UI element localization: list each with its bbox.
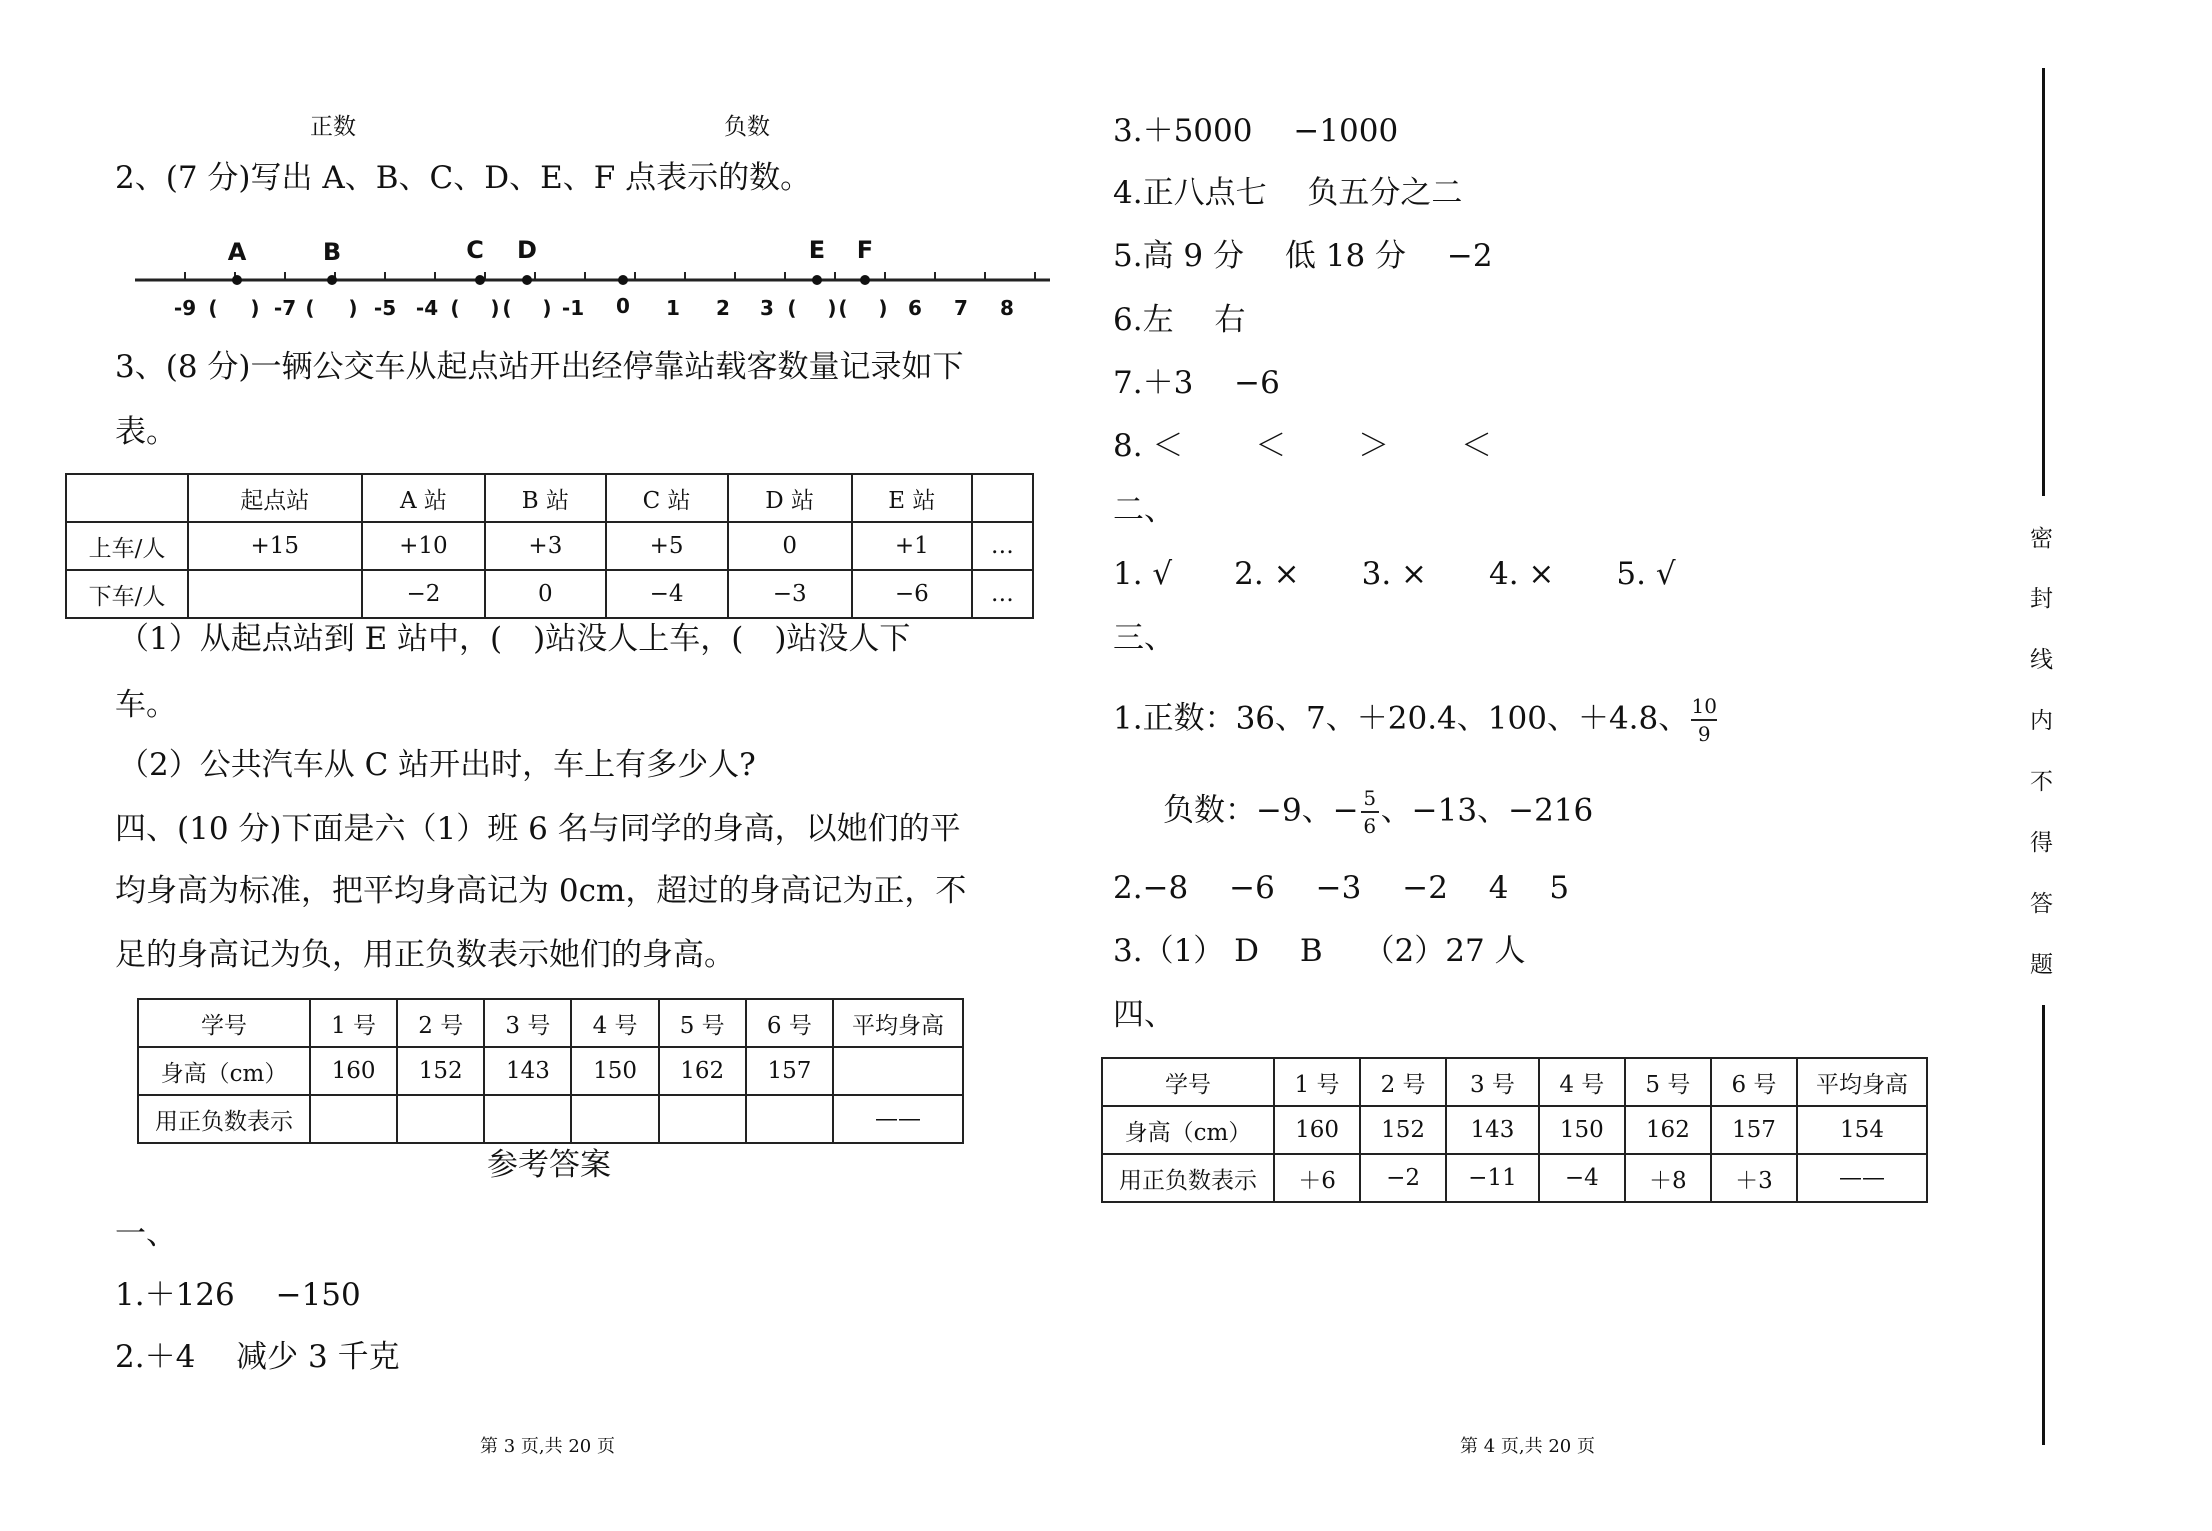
seal-char: 内 <box>2030 708 2053 734</box>
question-3-line1: 3、(8 分)一辆公交车从起点站开出经停靠站载客数量记录如下 <box>115 349 964 385</box>
question-2: 2、(7 分)写出 A、B、C、D、E、F 点表示的数。 <box>115 160 812 196</box>
bus-header-cell <box>972 474 1033 522</box>
height-cell: 150 <box>571 1047 658 1095</box>
question-3-sub1-line1: （1）从起点站到 E 站中，( )站没人上车，( )站没人下 <box>118 621 911 657</box>
height-header-cell: 5 号 <box>659 999 746 1047</box>
section-4-heading: 四、 <box>1113 997 1175 1033</box>
answer-5: 5.高 9 分 低 18 分 −2 <box>1113 238 1493 274</box>
tick-2: 2 <box>716 296 730 320</box>
height-table-left <box>137 998 964 1144</box>
answer-1: 1.＋126 −150 <box>115 1277 361 1313</box>
bus-cell: 0 <box>485 570 605 618</box>
bus-cell <box>188 570 362 618</box>
seal-char: 封 <box>2030 586 2053 612</box>
height-cell: −11 <box>1446 1154 1539 1202</box>
point-e-label: E <box>808 236 826 264</box>
seal-line-top <box>2042 68 2045 496</box>
height-cell <box>746 1095 833 1143</box>
bus-cell: +1 <box>852 522 972 570</box>
point-a-label: A <box>227 238 247 266</box>
fraction-5-6 <box>1361 788 1379 836</box>
height-header-cell: 1 号 <box>1274 1058 1360 1106</box>
section-2-heading: 二、 <box>1113 492 1175 528</box>
height-cell: 160 <box>310 1047 397 1095</box>
judge-answers: 1. √ 2. × 3. × 4. × 5. √ <box>1113 556 1676 592</box>
tick-1: 1 <box>666 296 680 320</box>
table-row <box>1102 1154 1927 1202</box>
point-zero-marker <box>618 275 628 285</box>
height-header-cell: 3 号 <box>484 999 571 1047</box>
answer-4: 4.正八点七 负五分之二 <box>1113 175 1463 211</box>
height-cell: 身高（cm） <box>138 1047 310 1095</box>
height-cell: 143 <box>1446 1106 1539 1154</box>
height-cell: 用正负数表示 <box>1102 1154 1274 1202</box>
answer-2: 2.＋4 减少 3 千克 <box>115 1339 400 1375</box>
height-cell: ＋8 <box>1625 1154 1711 1202</box>
bus-cell: −6 <box>852 570 972 618</box>
height-header-cell: 3 号 <box>1446 1058 1539 1106</box>
bus-header-cell: A 站 <box>362 474 486 522</box>
height-cell: 143 <box>484 1047 571 1095</box>
height-header-cell: 平均身高 <box>833 999 963 1047</box>
tick-paren: ( <box>305 296 315 320</box>
tick-paren: ) <box>348 296 358 320</box>
tick-paren: ) <box>878 296 888 320</box>
seal-char: 题 <box>2030 952 2053 978</box>
height-header-row <box>138 999 963 1047</box>
bus-header-cell: B 站 <box>485 474 605 522</box>
height-header-cell: 6 号 <box>746 999 833 1047</box>
point-b-marker <box>327 275 337 285</box>
height-cell: −4 <box>1539 1154 1625 1202</box>
tick-paren: ( <box>208 296 218 320</box>
page-footer-4: 第 4 页,共 20 页 <box>1460 1436 1595 1457</box>
tick-paren: ) <box>827 296 837 320</box>
tick-paren: ) <box>490 296 500 320</box>
number-line <box>135 225 1055 325</box>
negative-numbers-text: 负数：−9、− <box>1163 792 1359 829</box>
table-row <box>66 522 1033 570</box>
height-header-cell: 4 号 <box>1539 1058 1625 1106</box>
fraction-denominator: 6 <box>1363 814 1377 838</box>
height-cell: 162 <box>1625 1106 1711 1154</box>
height-header-cell: 5 号 <box>1625 1058 1711 1106</box>
tick-paren: ( <box>502 296 512 320</box>
answer-section3-3: 3.（1） D B （2）27 人 <box>1113 933 1526 969</box>
bus-header-cell: D 站 <box>728 474 852 522</box>
height-header-cell: 2 号 <box>1360 1058 1446 1106</box>
point-d-marker <box>522 275 532 285</box>
point-f-marker <box>860 275 870 285</box>
fraction-denominator: 9 <box>1697 722 1711 746</box>
bus-cell: +10 <box>362 522 486 570</box>
fraction-10-9 <box>1691 696 1717 744</box>
height-cell <box>397 1095 484 1143</box>
tick-8: 8 <box>1000 296 1014 320</box>
height-header-row <box>1102 1058 1927 1106</box>
bus-cell: 上车/人 <box>66 522 188 570</box>
height-cell: —— <box>1797 1154 1927 1202</box>
seal-char: 不 <box>2030 769 2053 795</box>
height-header-cell: 学号 <box>1102 1058 1274 1106</box>
height-cell: 152 <box>1360 1106 1446 1154</box>
seal-char: 密 <box>2030 526 2053 552</box>
height-cell: ＋6 <box>1274 1154 1360 1202</box>
height-header-cell: 6 号 <box>1711 1058 1797 1106</box>
tick-neg4: -4 <box>415 296 439 320</box>
bus-cell: 下车/人 <box>66 570 188 618</box>
height-header-cell: 学号 <box>138 999 310 1047</box>
height-cell: 157 <box>746 1047 833 1095</box>
bus-cell: … <box>972 522 1033 570</box>
label-negative: 负数 <box>724 114 770 140</box>
point-a-marker <box>232 275 242 285</box>
bus-cell: −2 <box>362 570 486 618</box>
table-row <box>66 570 1033 618</box>
height-cell: 152 <box>397 1047 484 1095</box>
bus-cell: +15 <box>188 522 362 570</box>
point-d-label: D <box>517 236 537 264</box>
height-cell: 162 <box>659 1047 746 1095</box>
height-header-cell: 1 号 <box>310 999 397 1047</box>
bus-cell: +3 <box>485 522 605 570</box>
tick-paren: ) <box>250 296 260 320</box>
fraction-numerator: 10 <box>1691 694 1717 718</box>
answer-7: 7.＋3 −6 <box>1113 365 1280 401</box>
bus-cell: +5 <box>606 522 728 570</box>
tick-6: 6 <box>908 296 922 320</box>
tick-paren: ) <box>542 296 552 320</box>
tick-neg1: -1 <box>561 296 585 320</box>
tick-neg7: -7 <box>273 296 297 320</box>
positive-numbers-text: 1.正数：36、7、＋20.4、100、＋4.8、 <box>1113 700 1690 737</box>
bus-header-cell <box>66 474 188 522</box>
answer-section3-2: 2.−8 −6 −3 −2 4 5 <box>1113 870 1570 906</box>
height-cell: 154 <box>1797 1106 1927 1154</box>
height-cell <box>310 1095 397 1143</box>
height-header-cell: 2 号 <box>397 999 484 1047</box>
tick-neg5: -5 <box>373 296 397 320</box>
height-cell: 150 <box>1539 1106 1625 1154</box>
question-4-line1: 四、(10 分)下面是六（1）班 6 名与同学的身高，以她们的平 <box>115 811 961 847</box>
section-3-heading: 三、 <box>1113 620 1175 656</box>
seal-line-bottom <box>2042 1005 2045 1445</box>
height-cell: −2 <box>1360 1154 1446 1202</box>
height-cell: ＋3 <box>1711 1154 1797 1202</box>
point-f-label: F <box>856 236 874 264</box>
tick-paren: ( <box>838 296 848 320</box>
bus-table-header-row <box>66 474 1033 522</box>
point-c-marker <box>475 275 485 285</box>
height-cell <box>833 1047 963 1095</box>
page-footer-3: 第 3 页,共 20 页 <box>480 1436 615 1457</box>
answer-6: 6.左 右 <box>1113 302 1246 338</box>
height-cell: 157 <box>1711 1106 1797 1154</box>
tick-paren: ( <box>450 296 460 320</box>
question-3-line2: 表。 <box>115 414 177 450</box>
bus-cell: 0 <box>728 522 852 570</box>
answer-3: 3.＋5000 −1000 <box>1113 113 1399 149</box>
question-4-line3: 足的身高记为负，用正负数表示她们的身高。 <box>115 937 735 973</box>
answer-8: 8. ＜ ＜ ＞ ＜ <box>1113 428 1492 464</box>
bus-cell: −3 <box>728 570 852 618</box>
table-row <box>1102 1106 1927 1154</box>
seal-char: 得 <box>2030 830 2053 856</box>
question-4-line2: 均身高为标准，把平均身高记为 0cm，超过的身高记为正，不 <box>115 873 967 909</box>
height-cell: 身高（cm） <box>1102 1106 1274 1154</box>
point-e-marker <box>812 275 822 285</box>
height-table-right <box>1101 1057 1928 1203</box>
bus-header-cell: C 站 <box>606 474 728 522</box>
height-cell <box>659 1095 746 1143</box>
point-c-label: C <box>466 236 484 264</box>
fraction-numerator: 5 <box>1363 786 1377 810</box>
height-cell <box>571 1095 658 1143</box>
table-row <box>138 1095 963 1143</box>
height-header-cell: 平均身高 <box>1797 1058 1927 1106</box>
bus-cell: −4 <box>606 570 728 618</box>
label-positive: 正数 <box>310 114 356 140</box>
tick-0: 0 <box>616 294 630 318</box>
negative-numbers-rest: 、−13、−216 <box>1380 792 1594 829</box>
bus-header-cell: E 站 <box>852 474 972 522</box>
height-cell <box>484 1095 571 1143</box>
section-1-heading: 一、 <box>115 1216 177 1252</box>
bus-table <box>65 473 1034 619</box>
tick-7: 7 <box>954 296 968 320</box>
bus-header-cell: 起点站 <box>188 474 362 522</box>
point-b-label: B <box>322 238 342 266</box>
answer-title: 参考答案 <box>487 1147 611 1183</box>
height-cell: 用正负数表示 <box>138 1095 310 1143</box>
question-3-sub2: （2）公共汽车从 C 站开出时，车上有多少人? <box>118 747 756 783</box>
negative-numbers-answer <box>1163 788 1593 836</box>
tick-3: 3 <box>760 296 774 320</box>
seal-char: 答 <box>2030 891 2053 917</box>
table-row <box>138 1047 963 1095</box>
bus-cell: … <box>972 570 1033 618</box>
tick-neg9: -9 <box>173 296 197 320</box>
question-3-sub1-line2: 车。 <box>115 687 177 723</box>
seal-char: 线 <box>2030 647 2053 673</box>
height-cell: 160 <box>1274 1106 1360 1154</box>
height-cell: —— <box>833 1095 963 1143</box>
tick-paren: ( <box>787 296 797 320</box>
height-header-cell: 4 号 <box>571 999 658 1047</box>
positive-numbers-answer <box>1113 696 1719 744</box>
